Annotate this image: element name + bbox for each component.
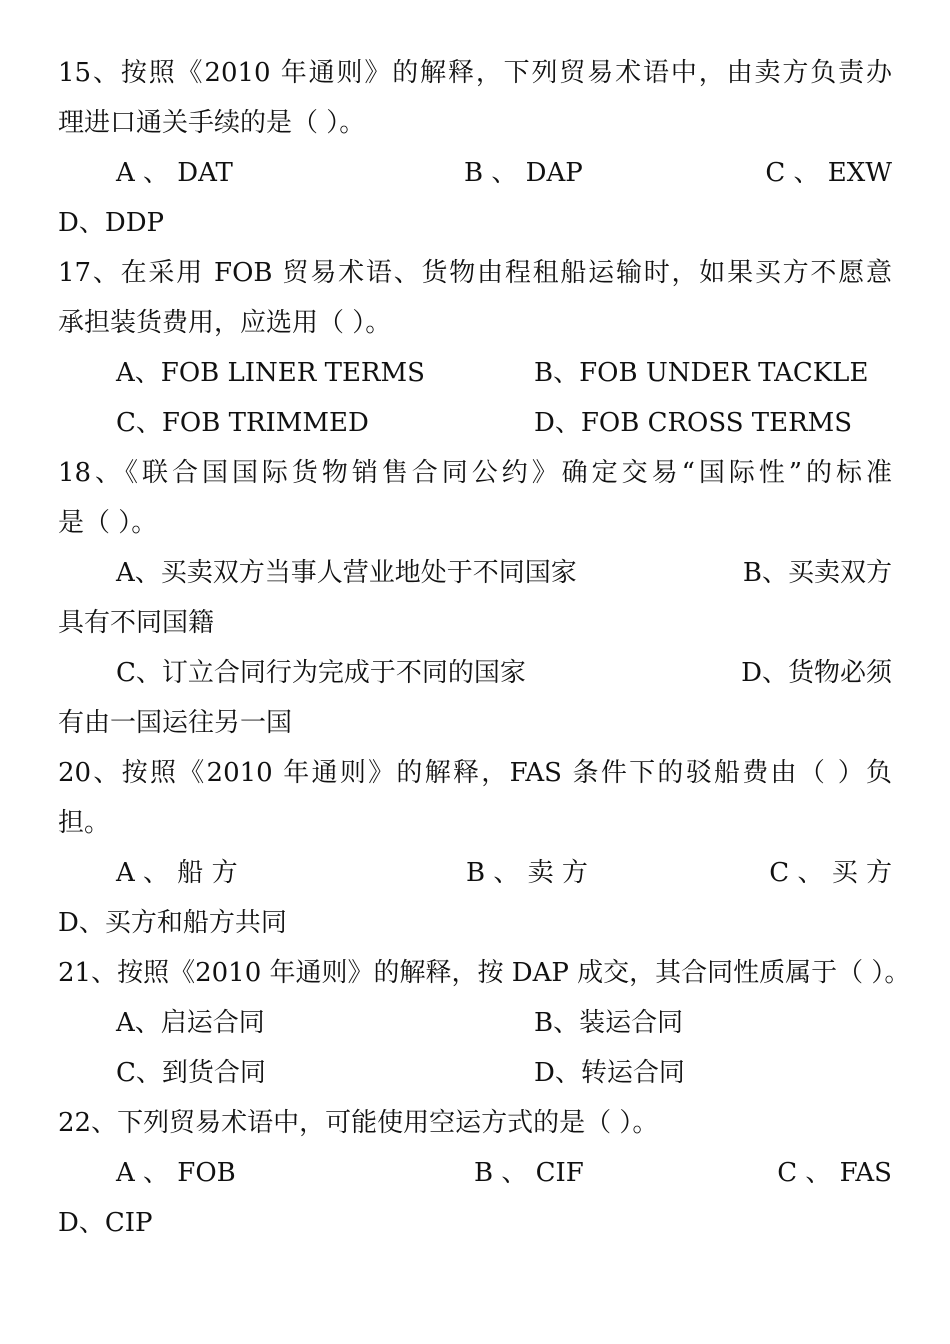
question-15-option-d[interactable]: D、DDP — [58, 208, 165, 238]
option-a[interactable]: A、买卖双方当事人营业地处于不同国家 — [116, 558, 577, 588]
question-22-text: 22、下列贸易术语中，可能使用空运方式的是（ ）。 — [58, 1108, 659, 1138]
option-c[interactable]: C 、 FAS — [777, 1158, 892, 1188]
question-17-options-row-1 — [116, 348, 892, 398]
option-d-cont: 有由一国运往另一国 — [58, 708, 293, 738]
option-c[interactable]: C 、 买 方 — [769, 858, 892, 888]
option-b[interactable]: B、买卖双方 — [742, 558, 892, 588]
option-d[interactable]: D、FOB CROSS TERMS — [534, 408, 853, 438]
question-18-text-cont: 是（ ）。 — [58, 508, 158, 538]
question-22-options-row — [116, 1148, 892, 1198]
option-a[interactable]: A 、 船 方 — [116, 858, 238, 888]
question-20-options-row — [116, 848, 892, 898]
option-b[interactable]: B 、 卖 方 — [466, 858, 588, 888]
option-a[interactable]: A 、 DAT — [116, 158, 233, 188]
option-c[interactable]: C、订立合同行为完成于不同的国家 — [116, 658, 526, 688]
option-c[interactable]: C 、 EXW — [765, 158, 892, 188]
question-15-text: 15、按照《2010 年通则》的解释，下列贸易术语中，由卖方负责办 — [58, 58, 892, 88]
option-b-cont: 具有不同国籍 — [58, 608, 215, 638]
question-15-text-cont: 理进口通关手续的是（ ）。 — [58, 108, 366, 138]
option-c[interactable]: C、FOB TRIMMED — [116, 408, 369, 438]
option-b[interactable]: B、装运合同 — [534, 1008, 684, 1038]
question-20-text-cont: 担。 — [58, 808, 111, 838]
option-c[interactable]: C、到货合同 — [116, 1058, 266, 1088]
question-20-text: 20、按照《2010 年通则》的解释，FAS 条件下的驳船费由（ ）负 — [58, 758, 892, 788]
question-20-option-d[interactable]: D、买方和船方共同 — [58, 908, 287, 938]
option-a[interactable]: A 、 FOB — [116, 1158, 236, 1188]
option-d[interactable]: D、货物必须 — [741, 658, 892, 688]
question-18-text: 18、《联合国国际货物销售合同公约》确定交易“国际性”的标准 — [58, 458, 892, 488]
question-21-options-row-2 — [116, 1048, 892, 1098]
question-15-options-row — [116, 148, 892, 198]
option-d[interactable]: D、转运合同 — [534, 1058, 685, 1088]
question-17-text-cont: 承担装货费用，应选用（ ）。 — [58, 308, 392, 338]
question-22-option-d[interactable]: D、CIP — [58, 1208, 153, 1238]
question-17-text: 17、在采用 FOB 贸易术语、货物由程租船运输时，如果买方不愿意 — [58, 258, 892, 288]
option-a[interactable]: A、启运合同 — [116, 1008, 265, 1038]
question-17-options-row-2 — [116, 398, 892, 448]
option-b[interactable]: B、FOB UNDER TACKLE — [534, 358, 869, 388]
option-a[interactable]: A、FOB LINER TERMS — [116, 358, 425, 388]
question-18-options-row-2 — [116, 648, 892, 698]
option-b[interactable]: B 、 DAP — [464, 158, 583, 188]
question-21-text: 21、按照《2010 年通则》的解释，按 DAP 成交，其合同性质属于（ ）。 — [58, 958, 911, 988]
question-18-options-row-1 — [116, 548, 892, 598]
option-b[interactable]: B 、 CIF — [474, 1158, 584, 1188]
question-21-options-row-1 — [116, 998, 892, 1048]
